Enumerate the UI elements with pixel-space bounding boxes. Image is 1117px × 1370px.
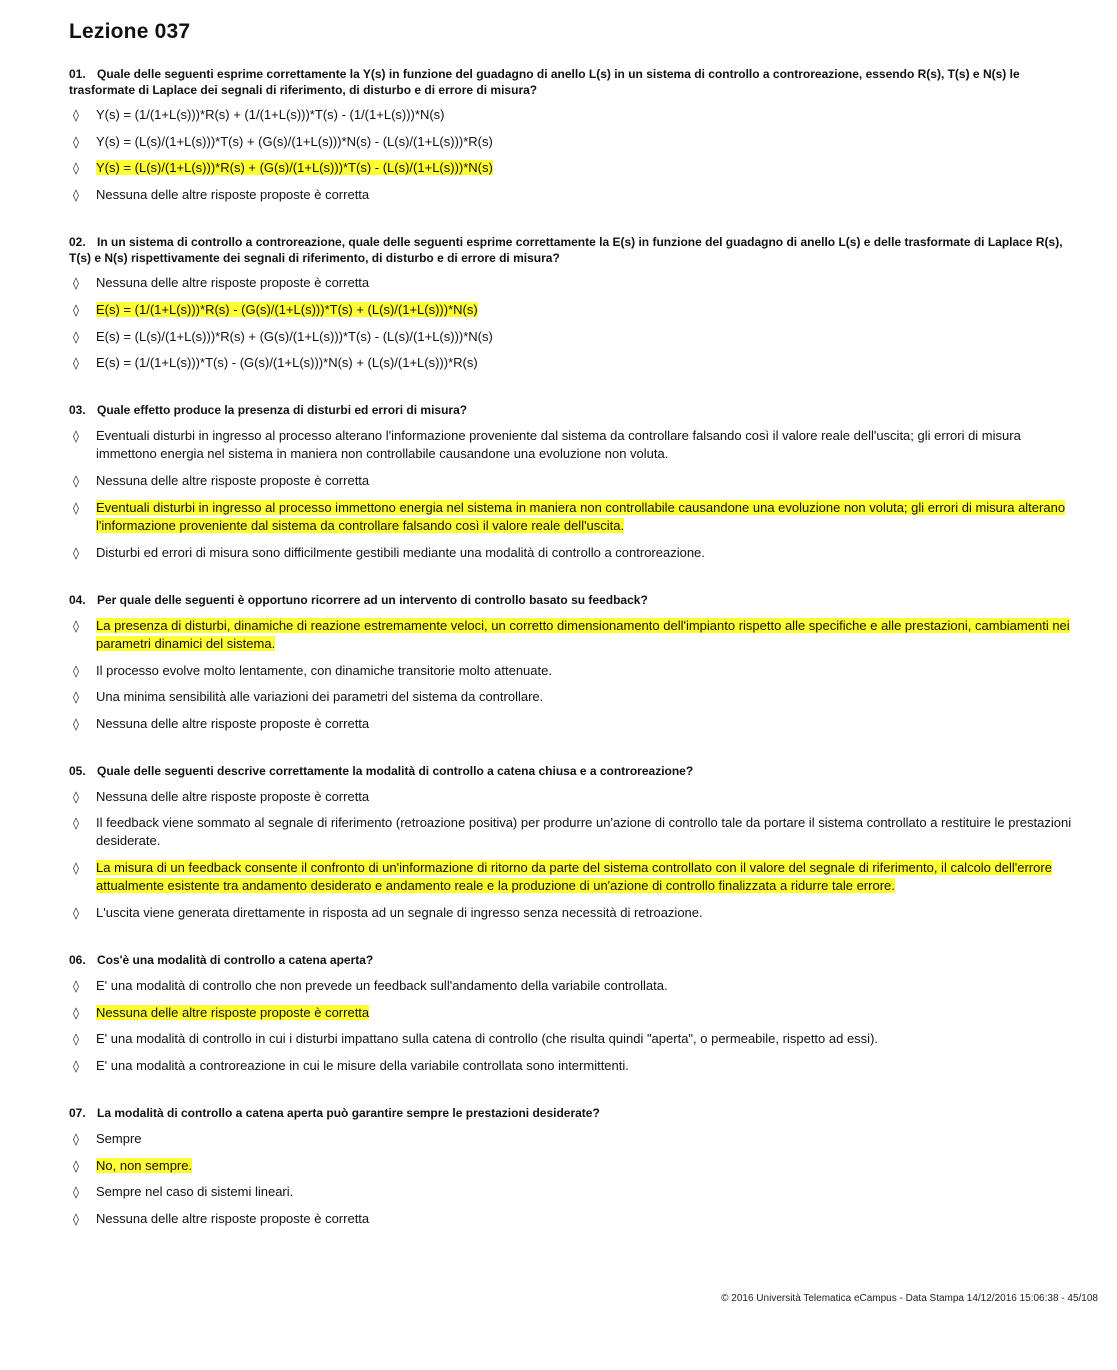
option-text: E(s) = (L(s)/(1+L(s)))*R(s) + (G(s)/(1+L(s)))*T(s) - (L(s)/(1+L(s)))*N(s) xyxy=(96,329,493,344)
option-1-4 xyxy=(69,186,1083,204)
option-text: Y(s) = (L(s)/(1+L(s)))*T(s) + (G(s)/(1+L(s)))*N(s) - (L(s)/(1+L(s)))*R(s) xyxy=(96,134,493,149)
option-4-2 xyxy=(69,662,1083,680)
option-6-2 xyxy=(69,1004,1083,1022)
question-number: 03. xyxy=(69,403,86,417)
diamond-bullet-icon: ◊ xyxy=(73,429,79,443)
option-4-4 xyxy=(69,715,1083,733)
question-number: 06. xyxy=(69,953,86,967)
option-text: Y(s) = (1/(1+L(s)))*R(s) + (1/(1+L(s)))*T(s) - (1/(1+L(s)))*N(s) xyxy=(96,107,445,122)
diamond-bullet-icon: ◊ xyxy=(73,474,79,488)
question-text: Quale delle seguenti esprime correttamente la Y(s) in funzione del guadagno di anello L(s) in un sistema di controllo a controreazione, essendo R(s), T(s) e N(s) le trasformate di Laplace dei segnali di riferimento, di disturbo e di errore di misura? xyxy=(69,67,1020,97)
diamond-bullet-icon: ◊ xyxy=(73,188,79,202)
option-text: E' una modalità di controllo che non prevede un feedback sull'andamento della variabile controllata. xyxy=(96,978,668,993)
option-5-2 xyxy=(69,814,1083,850)
option-text: L'uscita viene generata direttamente in risposta ad un segnale di ingresso senza necessità di retroazione. xyxy=(96,905,703,920)
option-text-correct: Y(s) = (L(s)/(1+L(s)))*R(s) + (G(s)/(1+L(s)))*T(s) - (L(s)/(1+L(s)))*N(s) xyxy=(96,160,493,175)
diamond-bullet-icon: ◊ xyxy=(73,108,79,122)
diamond-bullet-icon: ◊ xyxy=(73,356,79,370)
option-text: Sempre nel caso di sistemi lineari. xyxy=(96,1184,294,1199)
question-text: In un sistema di controllo a controreazione, quale delle seguenti esprime correttamente la E(s) in funzione del guadagno di anello L(s) e delle trasformate di Laplace R(s), T(s) e N(s) rispettivamente dei segnali di riferimento, di disturbo e di errore di misura? xyxy=(69,235,1063,265)
diamond-bullet-icon: ◊ xyxy=(73,690,79,704)
diamond-bullet-icon: ◊ xyxy=(73,276,79,290)
option-3-1 xyxy=(69,427,1083,463)
question-4 xyxy=(69,592,1069,608)
diamond-bullet-icon: ◊ xyxy=(73,1006,79,1020)
diamond-bullet-icon: ◊ xyxy=(73,1059,79,1073)
option-3-3 xyxy=(69,499,1083,535)
diamond-bullet-icon: ◊ xyxy=(73,303,79,317)
option-text-correct: La presenza di disturbi, dinamiche di reazione estremamente veloci, un corretto dimensionamento dell'impianto rispetto alle specifiche e alle prestazioni, cambiamenti nei parametri dinamici del sistema. xyxy=(96,618,1070,651)
option-7-4 xyxy=(69,1210,1083,1228)
page-footer: © 2016 Università Telematica eCampus - Data Stampa 14/12/2016 15:06:38 - 45/108 xyxy=(721,1293,1098,1304)
diamond-bullet-icon: ◊ xyxy=(73,135,79,149)
option-text: Nessuna delle altre risposte proposte è corretta xyxy=(96,187,370,202)
option-text: Nessuna delle altre risposte proposte è corretta xyxy=(96,1211,370,1226)
option-7-2 xyxy=(69,1157,1083,1175)
option-6-3 xyxy=(69,1030,1083,1048)
option-text: E' una modalità di controllo in cui i disturbi impattano sulla catena di controllo (che risulta quindi "aperta", o permeabile, rispetto ad essi). xyxy=(96,1031,879,1046)
option-text: Il feedback viene sommato al segnale di riferimento (retroazione positiva) per produrre un'azione di controllo tale da portare il sistema controllato a restituire le prestazioni desiderate. xyxy=(96,815,1072,848)
diamond-bullet-icon: ◊ xyxy=(73,906,79,920)
question-3 xyxy=(69,402,1069,418)
option-4-3 xyxy=(69,688,1083,706)
page-title: Lezione 037 xyxy=(69,20,191,43)
option-text: Nessuna delle altre risposte proposte è corretta xyxy=(96,275,370,290)
diamond-bullet-icon: ◊ xyxy=(73,546,79,560)
diamond-bullet-icon: ◊ xyxy=(73,161,79,175)
diamond-bullet-icon: ◊ xyxy=(73,1132,79,1146)
option-2-1 xyxy=(69,274,1083,292)
option-3-4 xyxy=(69,544,1083,562)
option-5-1 xyxy=(69,788,1083,806)
question-7 xyxy=(69,1105,1069,1121)
diamond-bullet-icon: ◊ xyxy=(73,861,79,875)
question-number: 07. xyxy=(69,1106,86,1120)
option-2-3 xyxy=(69,328,1083,346)
question-number: 02. xyxy=(69,235,86,249)
option-3-2 xyxy=(69,472,1083,490)
diamond-bullet-icon: ◊ xyxy=(73,1212,79,1226)
question-text: Cos'è una modalità di controllo a catena aperta? xyxy=(97,953,374,967)
question-number: 04. xyxy=(69,593,86,607)
option-5-4 xyxy=(69,904,1083,922)
option-1-2 xyxy=(69,133,1083,151)
option-text: Sempre xyxy=(96,1131,142,1146)
option-7-1 xyxy=(69,1130,1083,1148)
question-5 xyxy=(69,763,1069,779)
diamond-bullet-icon: ◊ xyxy=(73,1159,79,1173)
option-5-3 xyxy=(69,859,1083,895)
option-text-correct: E(s) = (1/(1+L(s)))*R(s) - (G(s)/(1+L(s)))*T(s) + (L(s)/(1+L(s)))*N(s) xyxy=(96,302,478,317)
question-number: 05. xyxy=(69,764,86,778)
question-number: 01. xyxy=(69,67,86,81)
question-6 xyxy=(69,952,1069,968)
question-2 xyxy=(69,234,1069,266)
option-6-1 xyxy=(69,977,1083,995)
option-text: E' una modalità a controreazione in cui le misure della variabile controllata sono intermittenti. xyxy=(96,1058,629,1073)
option-text: Il processo evolve molto lentamente, con dinamiche transitorie molto attenuate. xyxy=(96,663,552,678)
option-text: Disturbi ed errori di misura sono difficilmente gestibili mediante una modalità di controllo a controreazione. xyxy=(96,545,705,560)
diamond-bullet-icon: ◊ xyxy=(73,664,79,678)
question-text: Per quale delle seguenti è opportuno ricorrere ad un intervento di controllo basato su feedback? xyxy=(97,593,648,607)
diamond-bullet-icon: ◊ xyxy=(73,619,79,633)
option-text-correct: Eventuali disturbi in ingresso al processo immettono energia nel sistema in maniera non controllabile causandone una evoluzione non voluta; gli errori di misura alterano l'informazione proveniente dal sistema da controllare falsando così il valore reale dell'uscita. xyxy=(96,500,1066,533)
diamond-bullet-icon: ◊ xyxy=(73,1185,79,1199)
diamond-bullet-icon: ◊ xyxy=(73,979,79,993)
diamond-bullet-icon: ◊ xyxy=(73,330,79,344)
option-2-2 xyxy=(69,301,1083,319)
diamond-bullet-icon: ◊ xyxy=(73,501,79,515)
option-text: Nessuna delle altre risposte proposte è corretta xyxy=(96,716,370,731)
option-4-1 xyxy=(69,617,1083,653)
option-6-4 xyxy=(69,1057,1083,1075)
question-text: Quale effetto produce la presenza di disturbi ed errori di misura? xyxy=(97,403,468,417)
diamond-bullet-icon: ◊ xyxy=(73,790,79,804)
option-text: E(s) = (1/(1+L(s)))*T(s) - (G(s)/(1+L(s)))*N(s) + (L(s)/(1+L(s)))*R(s) xyxy=(96,355,478,370)
option-text: Nessuna delle altre risposte proposte è corretta xyxy=(96,789,370,804)
option-2-4 xyxy=(69,354,1083,372)
option-1-3 xyxy=(69,159,1083,177)
option-7-3 xyxy=(69,1183,1083,1201)
question-1 xyxy=(69,66,1069,98)
question-text: Quale delle seguenti descrive correttamente la modalità di controllo a catena chiusa e a controreazione? xyxy=(97,764,694,778)
option-text-correct: Nessuna delle altre risposte proposte è corretta xyxy=(96,1005,370,1020)
option-text: Eventuali disturbi in ingresso al processo alterano l'informazione proveniente dal sistema da controllare falsando così il valore reale dell'uscita; gli errori di misura immettono energia nel sistema in maniera non controllabile causandone una evoluzione non voluta. xyxy=(96,428,1021,461)
diamond-bullet-icon: ◊ xyxy=(73,816,79,830)
diamond-bullet-icon: ◊ xyxy=(73,717,79,731)
question-text: La modalità di controllo a catena aperta può garantire sempre le prestazioni desiderate? xyxy=(97,1106,600,1120)
option-text: Una minima sensibilità alle variazioni dei parametri del sistema da controllare. xyxy=(96,689,544,704)
option-text-correct: No, non sempre. xyxy=(96,1158,193,1173)
option-text-correct: La misura di un feedback consente il confronto di un'informazione di ritorno da parte del sistema controllato con il valore del segnale di riferimento, il calcolo dell'errore attualmente esistente tra andamento desiderato e andamento reale e la produzione di un'azione di controllo finalizzata a ridurre tale errore. xyxy=(96,860,1052,893)
option-text: Nessuna delle altre risposte proposte è corretta xyxy=(96,473,370,488)
diamond-bullet-icon: ◊ xyxy=(73,1032,79,1046)
option-1-1 xyxy=(69,106,1083,124)
